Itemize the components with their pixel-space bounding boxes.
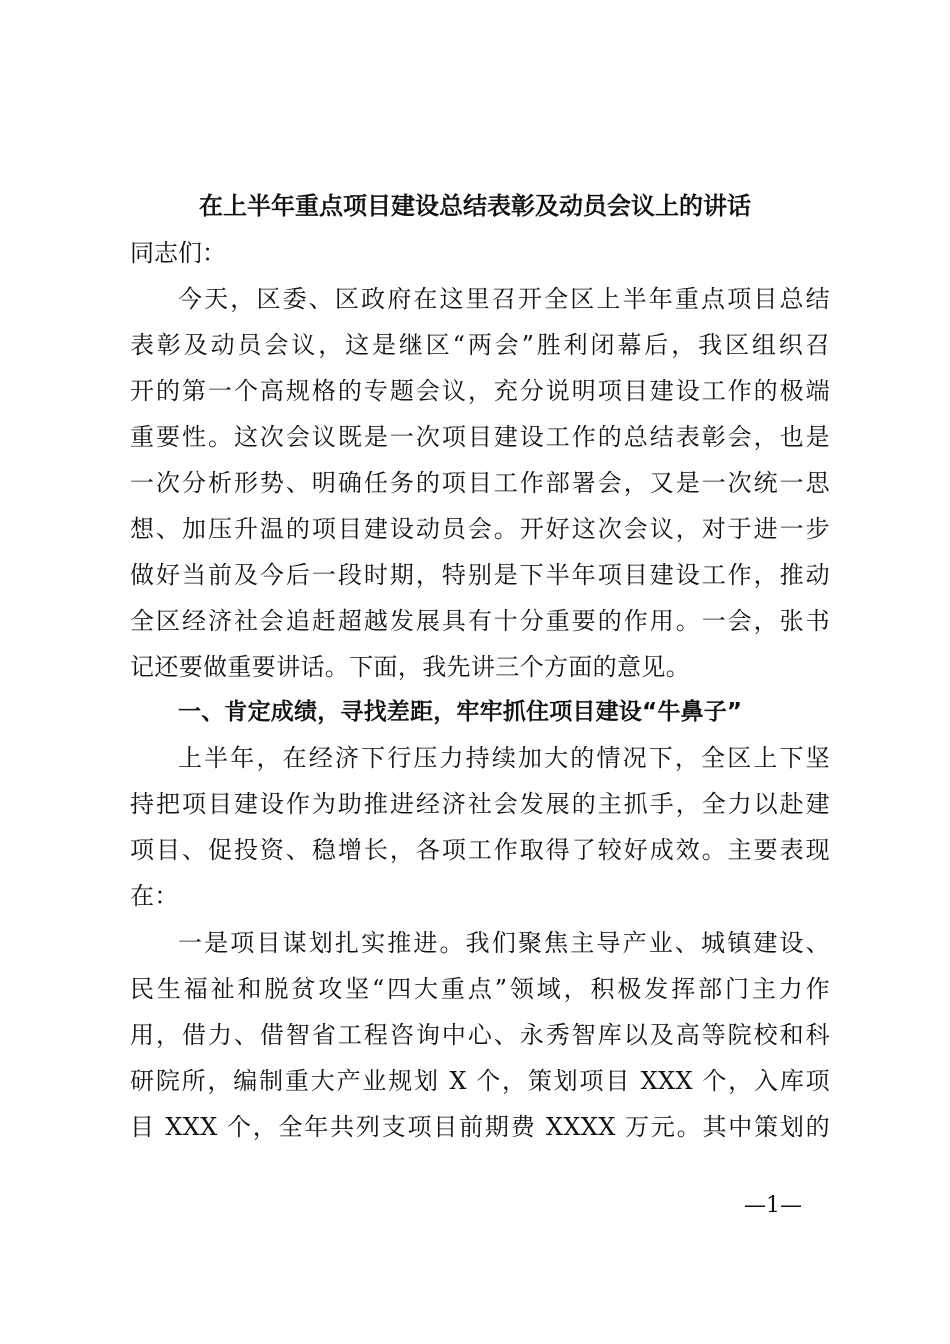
paragraph-line: 想、加压升温的项目建设动员会。开好这次会议，对于进一步 — [130, 515, 830, 543]
paragraph-line: 研院所，编制重大产业规划 X 个，策划项目 XXX 个，入库项 — [130, 1067, 830, 1095]
paragraph-line: 全区经济社会追赶超越发展具有十分重要的作用。一会，张书 — [130, 607, 830, 635]
paragraph-line: 上半年，在经济下行压力持续加大的情况下，全区上下坚 — [178, 744, 830, 772]
paragraph-line: 记还要做重要讲话。下面，我先讲三个方面的意见。 — [130, 653, 691, 681]
paragraph-intro — [130, 276, 830, 690]
paragraph-line: 开的第一个高规格的专题会议，充分说明项目建设工作的极端 — [130, 377, 830, 405]
paragraph-line: 目 XXX 个，全年共列支项目前期费 XXXX 万元。其中策划的 — [130, 1113, 830, 1141]
section-heading: 一、肯定成绩，寻找差距，牢牢抓住项目建设“牛鼻子” — [178, 699, 743, 725]
paragraph-line: 表彰及动员会议，这是继区“两会”胜利闭幕后，我区组织召 — [130, 331, 830, 359]
salutation: 同志们： — [130, 239, 226, 267]
paragraph-line: 一是项目谋划扎实推进。我们聚焦主导产业、城镇建设、 — [178, 929, 830, 957]
paragraph-line: 重要性。这次会议既是一次项目建设工作的总结表彰会，也是 — [130, 423, 830, 451]
paragraph-line: 今天，区委、区政府在这里召开全区上半年重点项目总结 — [178, 285, 830, 313]
paragraph-line: 持把项目建设作为助推进经济社会发展的主抓手，全力以赴建 — [130, 790, 830, 818]
paragraph-line: 项目、促投资、稳增长，各项工作取得了较好成效。主要表现 — [130, 836, 830, 864]
document-title: 在上半年重点项目建设总结表彰及动员会议上的讲话 — [199, 191, 751, 220]
paragraph-achievements — [130, 735, 830, 919]
page-number: —1— — [744, 1193, 802, 1218]
paragraph-line: 一次分析形势、明确任务的项目工作部署会，又是一次统一思 — [130, 469, 830, 497]
paragraph-line: 在： — [130, 882, 179, 910]
paragraph-line: 做好当前及今后一段时期，特别是下半年项目建设工作，推动 — [130, 561, 830, 589]
paragraph-line: 用，借力、借智省工程咨询中心、永秀智库以及高等院校和科 — [130, 1021, 830, 1049]
paragraph-line: 民生福祉和脱贫攻坚“四大重点”领域，积极发挥部门主力作 — [130, 975, 830, 1003]
paragraph-project-planning — [130, 920, 830, 1150]
section-heading-block — [130, 689, 830, 735]
